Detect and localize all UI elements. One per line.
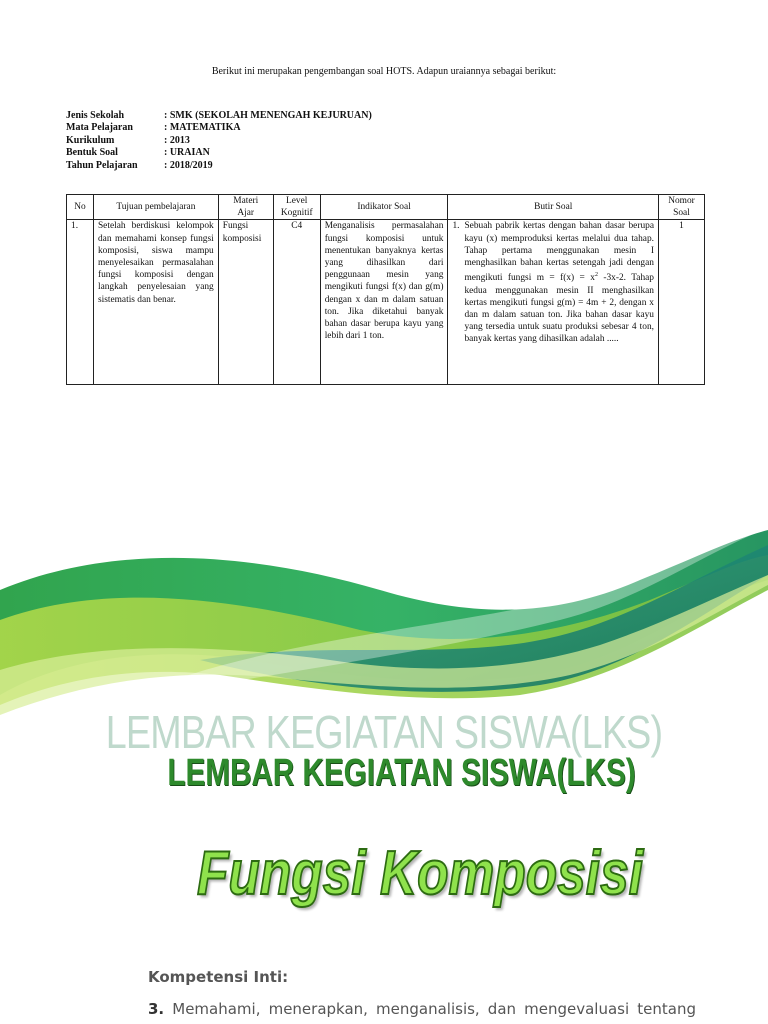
table-row — [67, 220, 705, 385]
meta-label: Jenis Sekolah — [66, 110, 125, 121]
meta-value: : MATEMATIKA — [164, 122, 241, 134]
meta-row-kurikulum — [66, 135, 372, 147]
header-butir: Butir Soal — [448, 195, 659, 220]
kompetensi-heading: Kompetensi Inti: — [148, 968, 289, 986]
header-indikator: Indikator Soal — [320, 195, 448, 220]
question-grid-table — [66, 194, 705, 385]
cell-materi: Fungsi komposisi — [218, 220, 273, 385]
meta-row-jenis-sekolah — [66, 110, 372, 122]
meta-label: Tahun Pelajaran — [66, 159, 138, 171]
header-materi: Materi Ajar — [218, 195, 273, 220]
butir-number: 1. — [452, 221, 460, 232]
topic-title: Fungsi Komposisi — [196, 839, 643, 908]
meta-row-bentuk-soal — [66, 147, 372, 159]
meta-value: : 2018/2019 — [164, 159, 213, 171]
meta-label: Kurikulum — [66, 134, 115, 146]
header-level: Level Kognitif — [273, 195, 320, 220]
green-swoosh-banner — [0, 520, 768, 720]
kompetensi-item: 3. Memahami, menerapkan, menganalisis, dan mengevaluasi tentang — [148, 1000, 696, 1018]
meta-value: : URAIAN — [164, 147, 210, 159]
header-tujuan: Tujuan pembelajaran — [93, 195, 218, 220]
meta-value: : 2013 — [164, 134, 190, 146]
lks-title: LEMBAR KEGIATAN SISWA(LKS) — [167, 752, 636, 794]
header-no: No — [67, 195, 94, 220]
cell-nomor: 1 — [658, 220, 704, 385]
header-nomor: Nomor Soal — [658, 195, 704, 220]
meta-label: Mata Pelajaran — [66, 122, 133, 134]
meta-value: : SMK (SEKOLAH MENENGAH KEJURUAN) — [164, 110, 372, 121]
lks-watermark-title: LEMBAR KEGIATAN SISWA(LKS) — [105, 706, 663, 758]
cell-level: C4 — [273, 220, 320, 385]
cell-butir — [448, 220, 659, 385]
meta-label: Bentuk Soal — [66, 147, 118, 159]
intro-text: Berikut ini merupakan pengembangan soal HOTS. Adapun uraiannya sebagai berikut: — [211, 66, 557, 77]
cell-indikator: Menganalisis permasalahan fungsi komposisi untuk menentukan banyaknya kertas yang dihasilkan dari penggunaan mesin yang mengikuti fungsi f(x) dan g(m) dengan x dan m dalam satuan ton. Jika diketahui banyak bahan dasar berupa kayu yang lebih dari 1 ton. — [320, 220, 448, 385]
metadata-block — [66, 110, 372, 172]
meta-row-mata-pelajaran — [66, 122, 372, 134]
meta-row-tahun-pelajaran — [66, 160, 372, 172]
cell-tujuan: Setelah berdiskusi kelompok dan memahami konsep fungsi komposisi, siswa mampu menyelesaikan permasalahan fungsi komposisi dengan langkah penyelesaian yang sistematis dan benar. — [93, 220, 218, 385]
butir-text: Sebuah pabrik kertas dengan bahan dasar berupa kayu (x) memproduksi kertas melalui dua tahap. Tahap pertama menggunakan mesin I menghasilkan bahan kertas setengah jadi dengan mengikuti fungsi $m = f(x) = x^2$ -3x-2. Tahap kedua menggunakan mesin II menghasilkan kertas mengikuti fungsi g(m) = 4m + 2, dengan x dan m dalam satuan ton. Jika bahan dasar kayu yang tersedia untuk suatu produksi sebesar 4 ton, banyak kertas yang dihasilkan adalah ..... — [464, 221, 654, 345]
table-header-row — [67, 195, 705, 220]
cell-no: 1. — [67, 220, 94, 385]
